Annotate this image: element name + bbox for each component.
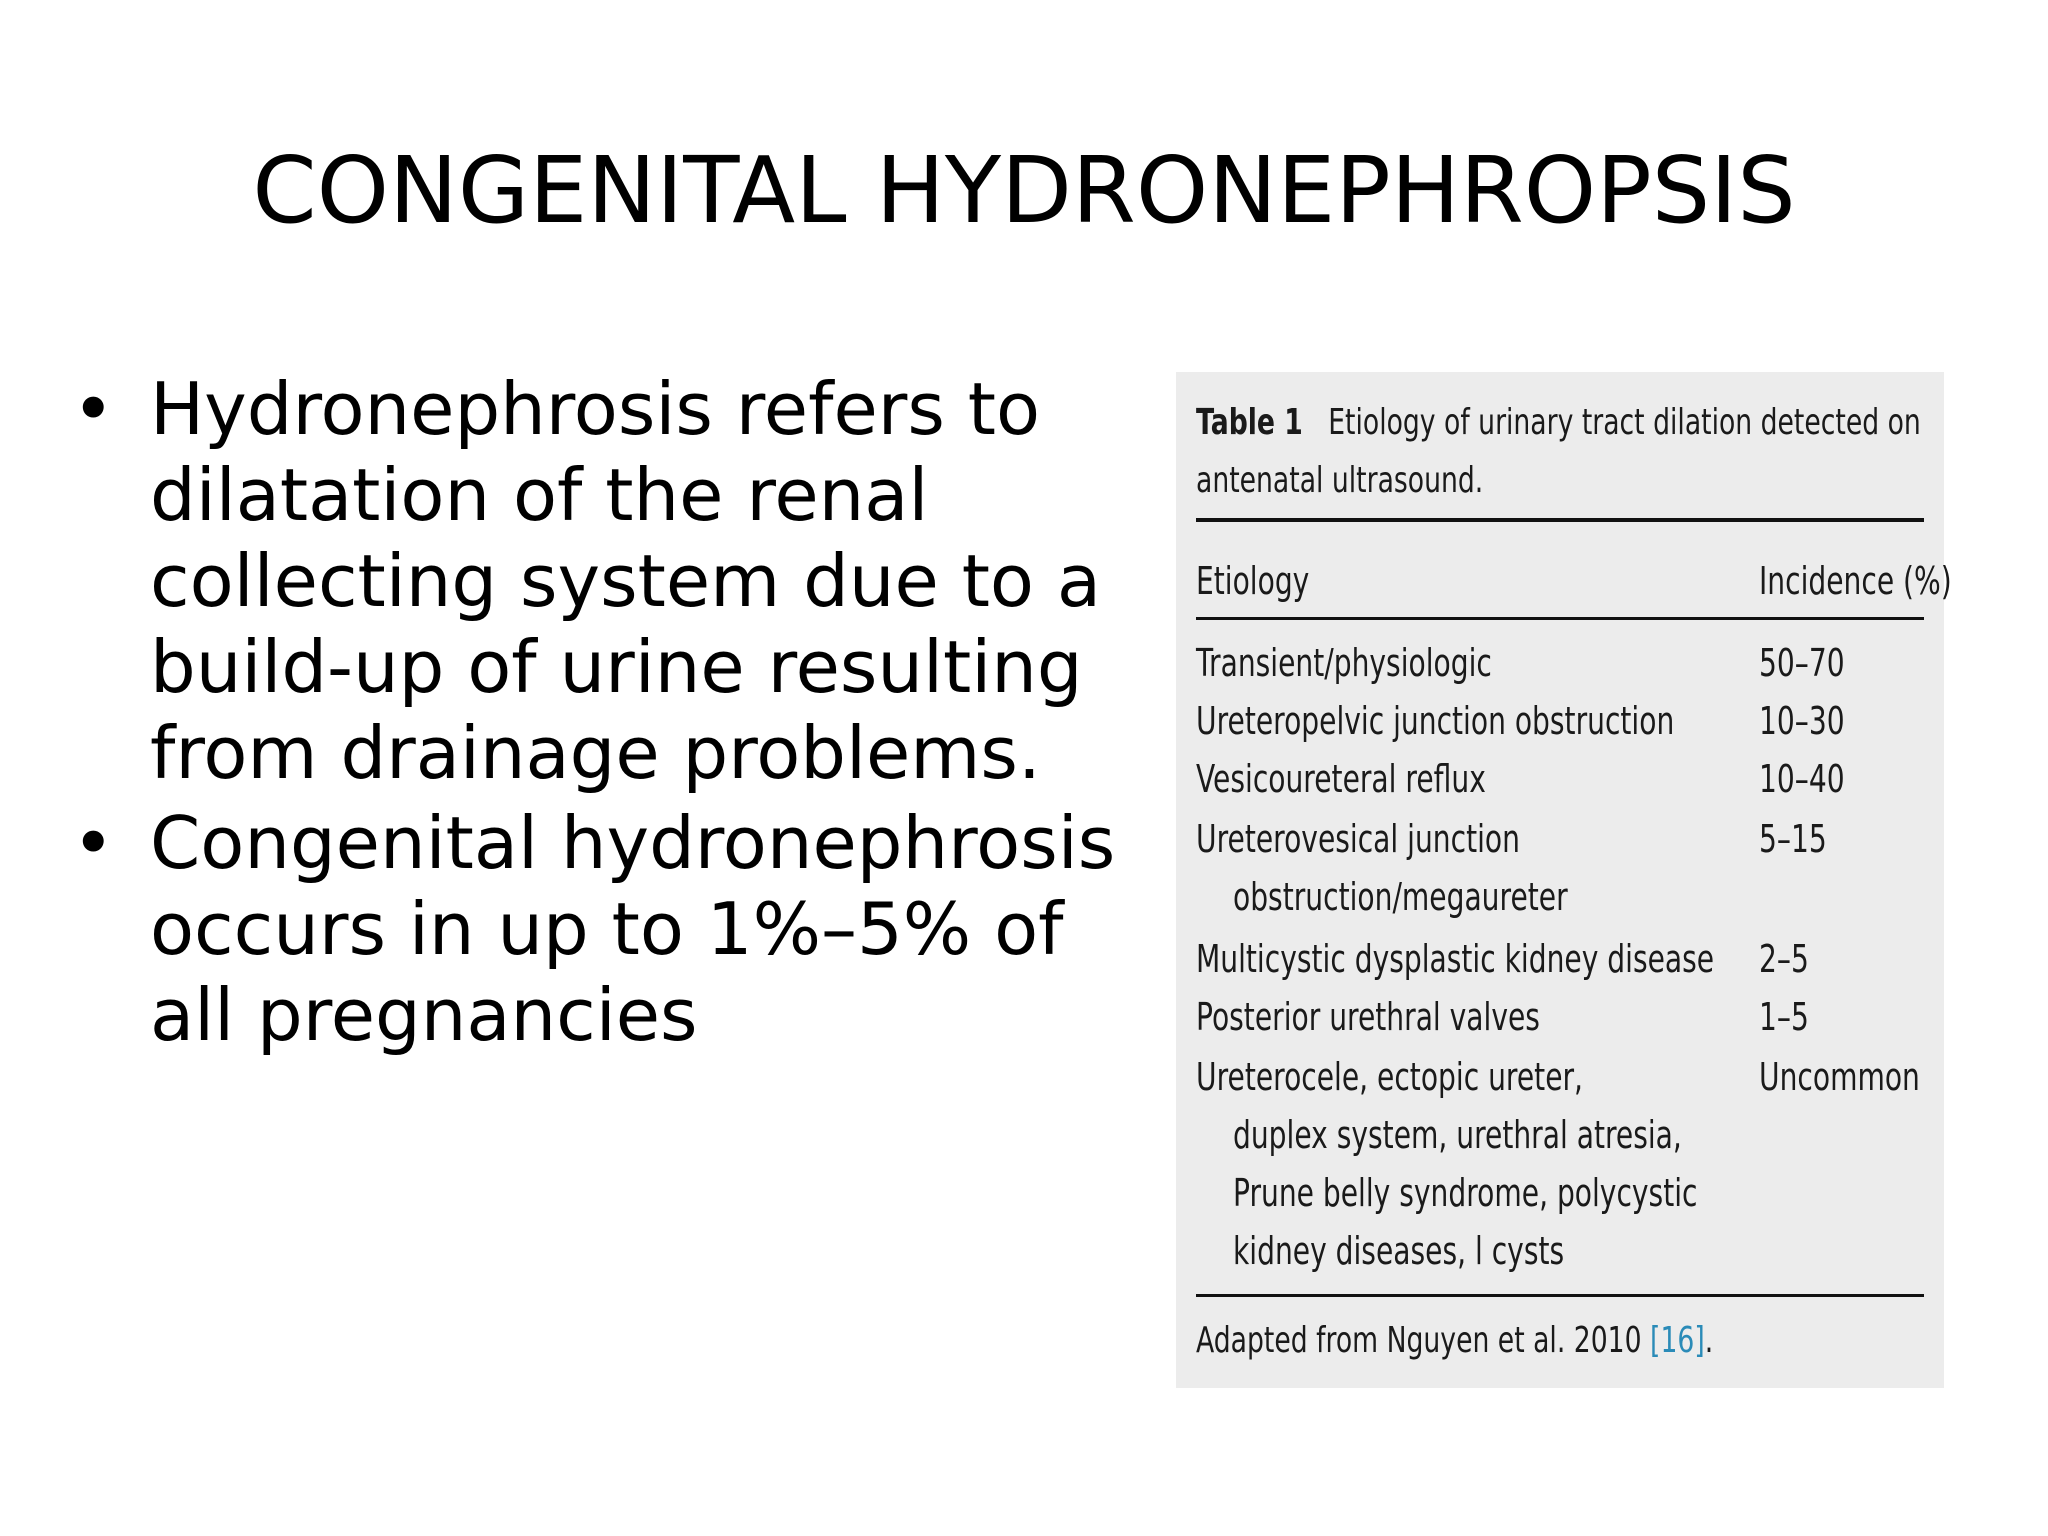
footnote-text: Adapted from Nguyen et al. 2010 bbox=[1196, 1320, 1651, 1361]
table-row-etiology: Transient/physiologic bbox=[1196, 641, 1492, 685]
table-caption-line-2: antenatal ultrasound. bbox=[1196, 460, 1484, 501]
table-row-incidence: 1–5 bbox=[1759, 995, 1809, 1039]
reference-link[interactable]: [16] bbox=[1650, 1320, 1705, 1361]
slide-title: CONGENITAL HYDRONEPHROPSIS bbox=[252, 137, 1796, 244]
table-row-etiology: Vesicoureteral reflux bbox=[1196, 757, 1486, 801]
bullet-icon: • bbox=[72, 801, 115, 885]
footnote-end: . bbox=[1704, 1320, 1714, 1361]
bullet-item bbox=[70, 800, 1130, 1058]
table-row-etiology: Ureteropelvic junction obstruction bbox=[1196, 699, 1675, 743]
bullet-line: Congenital hydronephrosis bbox=[150, 801, 1116, 885]
bullet-icon: • bbox=[72, 367, 115, 451]
bullet-item bbox=[70, 366, 1130, 796]
table-row-incidence: 10–40 bbox=[1759, 757, 1845, 801]
table-row-etiology: Multicystic dysplastic kidney disease bbox=[1196, 937, 1715, 981]
table-footnote bbox=[1196, 1312, 1713, 1370]
table-caption-line-1: Etiology of urinary tract dilation detected on bbox=[1328, 402, 1921, 443]
bullet-line: dilatation of the renal bbox=[150, 453, 929, 537]
table-top-rule bbox=[1196, 518, 1924, 522]
bullet-line: from drainage problems. bbox=[150, 711, 1041, 795]
etiology-line: Ureterocele, ectopic ureter, bbox=[1196, 1055, 1583, 1099]
bullet-list bbox=[70, 366, 1130, 1062]
table-bottom-rule bbox=[1196, 1294, 1924, 1297]
etiology-line: Prune belly syndrome, polycystic bbox=[1233, 1171, 1698, 1215]
etiology-line: duplex system, urethral atresia, bbox=[1233, 1113, 1682, 1157]
table-row-incidence: 50–70 bbox=[1759, 641, 1845, 685]
etiology-line: obstruction/megaureter bbox=[1233, 875, 1568, 919]
bullet-line: all pregnancies bbox=[150, 973, 698, 1057]
header-etiology: Etiology bbox=[1196, 559, 1310, 603]
table-label: Table 1 bbox=[1196, 402, 1303, 443]
bullet-line: build-up of urine resulting bbox=[150, 625, 1083, 709]
table-row-incidence: 10–30 bbox=[1759, 699, 1845, 743]
etiology-line: Ureterovesical junction bbox=[1196, 817, 1520, 861]
header-incidence: Incidence (%) bbox=[1759, 559, 1952, 603]
table-row-incidence: Uncommon bbox=[1759, 1055, 1920, 1099]
table-row-etiology bbox=[1196, 1048, 1698, 1280]
etiology-line: kidney diseases, l cysts bbox=[1233, 1229, 1565, 1273]
table-header-rule bbox=[1196, 617, 1924, 620]
bullet-line: Hydronephrosis refers to bbox=[150, 367, 1041, 451]
table-row-incidence: 2–5 bbox=[1759, 937, 1809, 981]
bullet-line: occurs in up to 1%–5% of bbox=[150, 887, 1064, 971]
table-row-etiology bbox=[1196, 810, 1568, 926]
table-caption bbox=[1196, 394, 1921, 510]
table-row-etiology: Posterior urethral valves bbox=[1196, 995, 1540, 1039]
etiology-table-image bbox=[1176, 372, 1952, 1388]
table-row-incidence: 5–15 bbox=[1759, 817, 1827, 861]
bullet-line: collecting system due to a bbox=[150, 539, 1101, 623]
